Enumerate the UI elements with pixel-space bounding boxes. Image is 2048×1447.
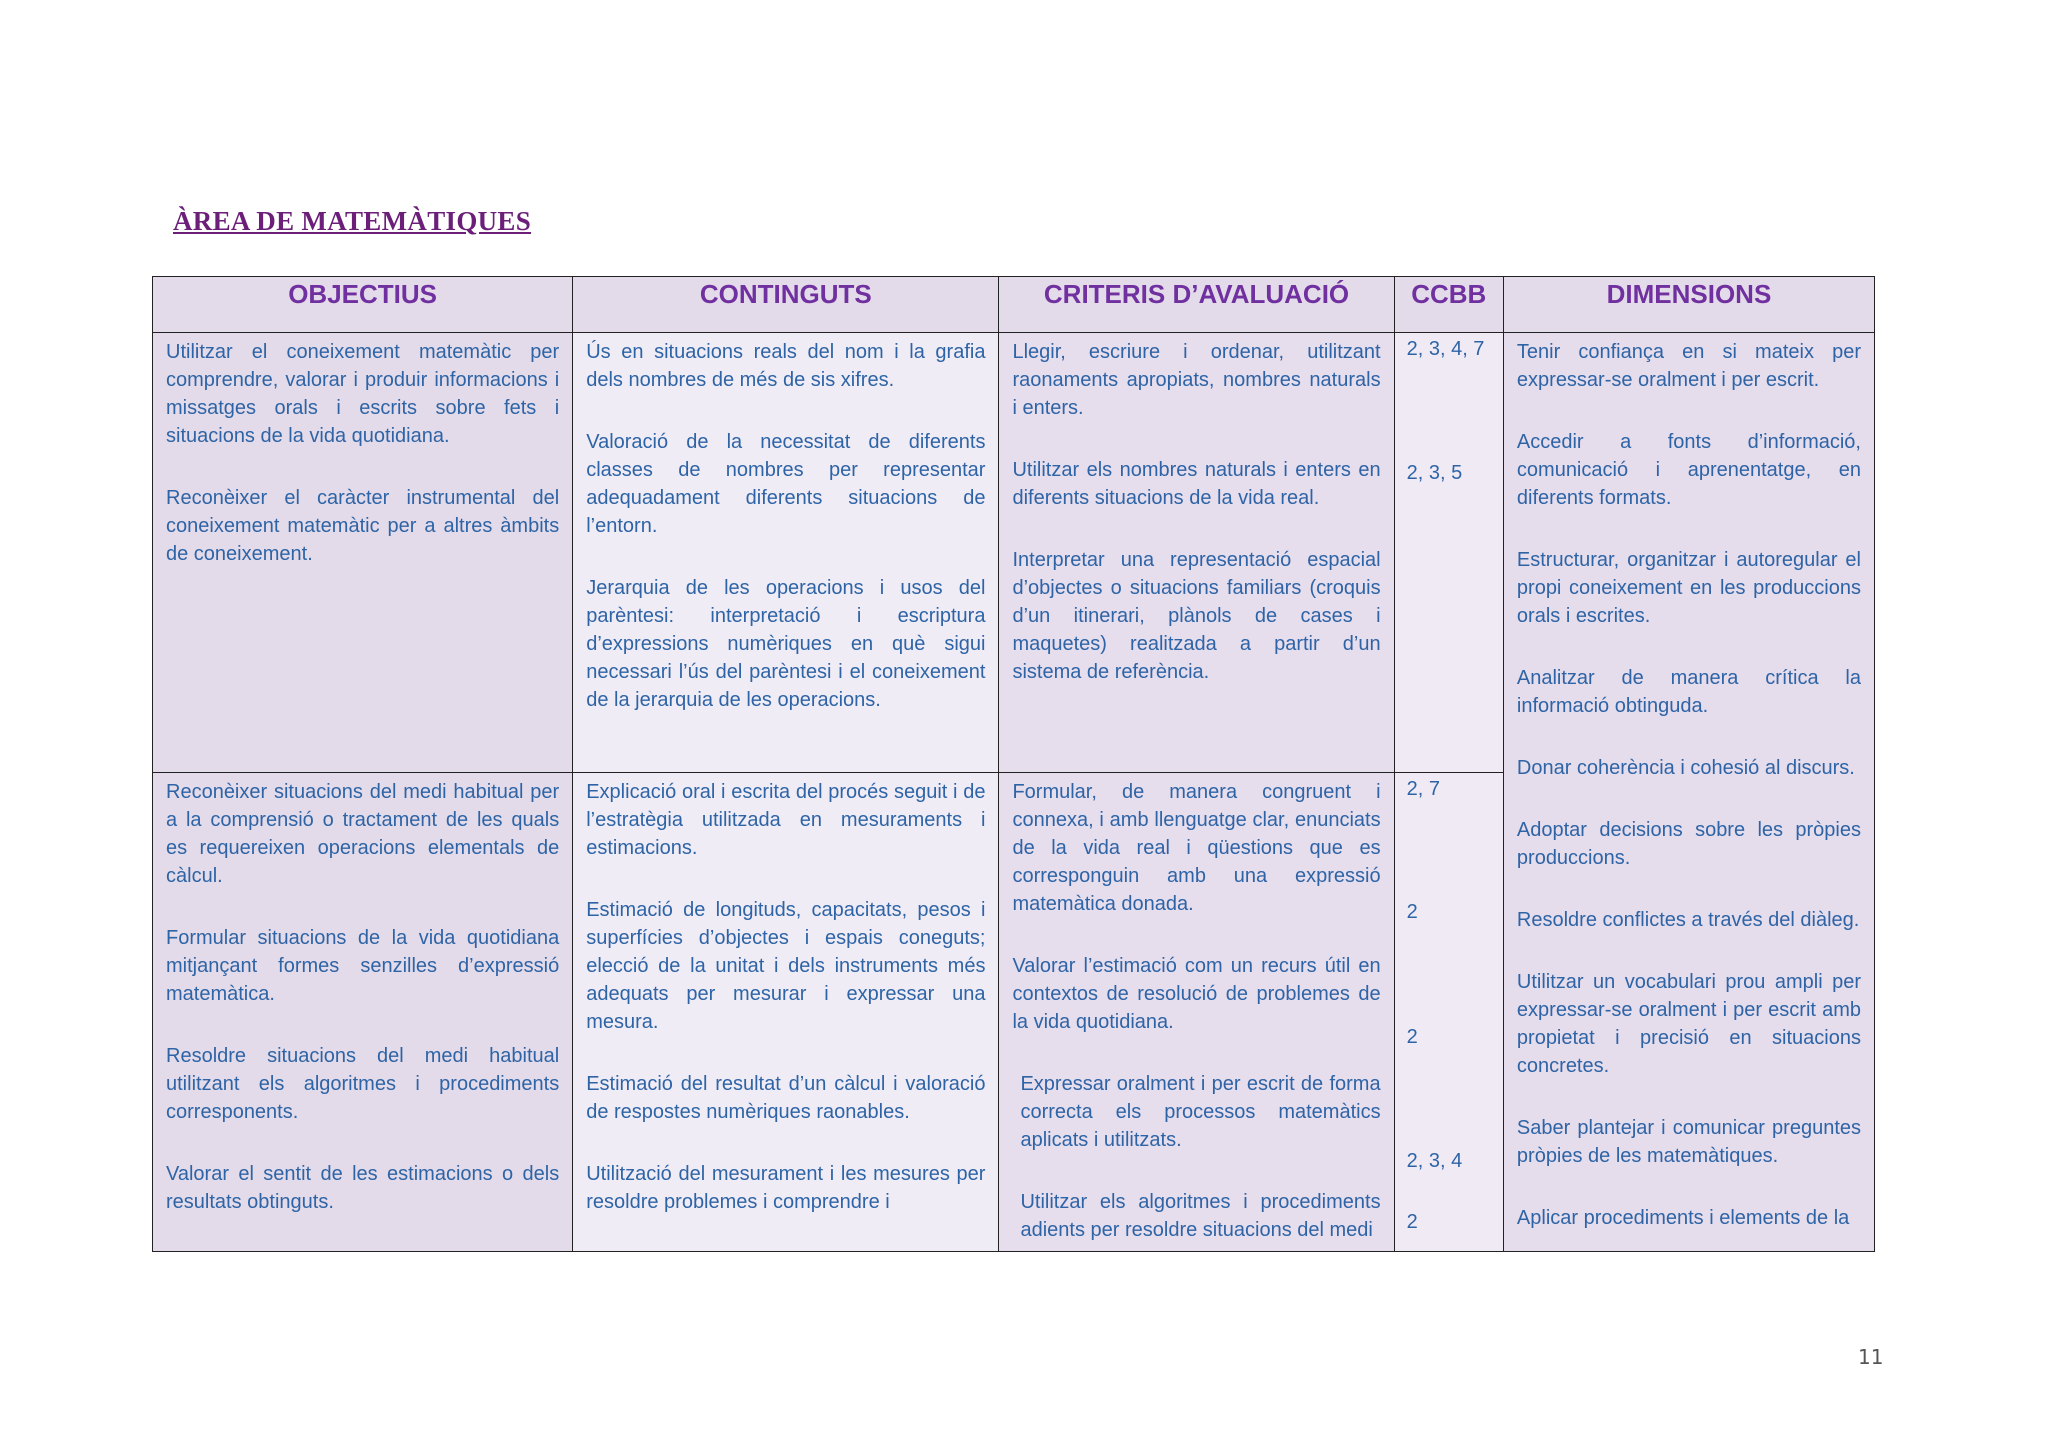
- criteri-text: Formular, de manera congruent i connexa, i amb llenguatge clar, enunciats de la vida real i qüestions que es corresponguin amb una expressió matemàtica donada.: [1012, 781, 1381, 915]
- ccbb-value: 2, 7: [1406, 778, 1440, 800]
- page-number: 11: [1858, 1345, 1884, 1369]
- ccbb-value: 2: [1406, 901, 1418, 923]
- contingut-text: Ús en situacions reals del nom i la grafia dels nombres de més de sis xifres.: [586, 341, 986, 391]
- criteri-text: Expressar oralment i per escrit de forma correcta els processos matemàtics aplicats i utilitzats.: [1020, 1073, 1381, 1151]
- dimension-text: Estructurar, organitzar i autoregular el propi coneixement en les produccions orals i escrites.: [1516, 549, 1861, 627]
- contingut-text: Utilització del mesurament i les mesures per resoldre problemes i comprendre i: [586, 1163, 986, 1213]
- criteri-text: Utilitzar els nombres naturals i enters en diferents situacions de la vida real.: [1012, 459, 1381, 509]
- objectiu-text: Formular situacions de la vida quotidiana mitjançant formes senzilles d’expressió matemàtica.: [166, 927, 560, 1005]
- ccbb-value: 2, 3, 4: [1406, 1150, 1463, 1172]
- criteri-text: Llegir, escriure i ordenar, utilitzant raonaments apropiats, nombres naturals i enters.: [1012, 341, 1381, 419]
- dimension-text: Tenir confiança en si mateix per expressar-se oralment i per escrit.: [1516, 341, 1861, 391]
- criteri-text: Interpretar una representació espacial d’objectes o situacions familiars (croquis d’un itinerari, plànols de cases i maquetes) realitzada a partir d’un sistema de referència.: [1012, 549, 1381, 683]
- continguts-cell: [573, 333, 999, 773]
- criteri-text: Utilitzar els algoritmes i procediments adients per resoldre situacions del medi: [1020, 1191, 1381, 1240]
- dimension-text: Donar coherència i cohesió al discurs.: [1516, 757, 1855, 779]
- ccbb-value: 2, 3, 5: [1406, 462, 1463, 484]
- objectiu-text: Reconèixer el caràcter instrumental del coneixement matemàtic per a altres àmbits de coneixement.: [166, 487, 560, 565]
- criteris-cell: [999, 333, 1394, 773]
- contingut-text: Jerarquia de les operacions i usos del parèntesi: interpretació i escriptura d’expressions numèriques en què sigui necessari l’ús del parèntesi i el coneixement de la jerarquia de les operacions.: [586, 577, 986, 711]
- curriculum-table: [152, 276, 1875, 1252]
- dimension-text: Aplicar procediments i elements de la: [1516, 1207, 1850, 1229]
- objectiu-text: Reconèixer situacions del medi habitual per a la comprensió o tractament de les quals es requereixen operacions elementals de càlcul.: [166, 781, 560, 887]
- ccbb-value: 2: [1406, 1026, 1418, 1048]
- header-criteris: CRITERIS D’AVALUACIÓ: [999, 277, 1394, 333]
- dimension-text: Adoptar decisions sobre les pròpies produccions.: [1516, 819, 1861, 869]
- dimensions-cell: [1503, 333, 1874, 1252]
- objectius-cell: [153, 333, 573, 773]
- continguts-cell: [573, 773, 999, 1252]
- objectiu-text: Utilitzar el coneixement matemàtic per comprendre, valorar i produir informacions i missatges orals i escrits sobre fets i situacions de la vida quotidiana.: [166, 341, 560, 447]
- dimension-text: Resoldre conflictes a través del diàleg.: [1516, 909, 1860, 931]
- dimension-text: Accedir a fonts d’informació, comunicació i aprenentatge, en diferents formats.: [1516, 431, 1861, 509]
- contingut-text: Estimació del resultat d’un càlcul i valoració de respostes numèriques raonables.: [586, 1073, 986, 1123]
- contingut-text: Explicació oral i escrita del procés seguit i de l’estratègia utilitzada en mesuraments i estimacions.: [586, 781, 986, 859]
- contingut-text: Valoració de la necessitat de diferents classes de nombres per representar adequadament diferents situacions de l’entorn.: [586, 431, 986, 537]
- header-dimensions: DIMENSIONS: [1503, 277, 1874, 333]
- contingut-text: Estimació de longituds, capacitats, pesos i superfícies d’objectes i espais coneguts; elecció de la unitat i dels instruments més adequats per mesurar i expressar una mesura.: [586, 899, 986, 1033]
- ccbb-cell: [1394, 333, 1503, 773]
- table-row: [153, 333, 1875, 773]
- objectius-cell: [153, 773, 573, 1252]
- dimension-text: Analitzar de manera crítica la informació obtinguda.: [1516, 667, 1861, 717]
- ccbb-value: 2, 3, 4, 7: [1406, 338, 1485, 360]
- page-title: ÀREA DE MATEMÀTIQUES: [173, 206, 532, 236]
- table-header-row: [153, 277, 1875, 333]
- header-objectius: OBJECTIUS: [153, 277, 573, 333]
- criteri-text: Valorar l’estimació com un recurs útil en contextos de resolució de problemes de la vida quotidiana.: [1012, 955, 1381, 1033]
- dimension-text: Saber plantejar i comunicar preguntes pròpies de les matemàtiques.: [1516, 1117, 1861, 1167]
- header-continguts: CONTINGUTS: [573, 277, 999, 333]
- objectiu-text: Valorar el sentit de les estimacions o dels resultats obtinguts.: [166, 1163, 560, 1213]
- criteris-cell: [999, 773, 1394, 1252]
- ccbb-cell: [1394, 773, 1503, 1252]
- ccbb-value: 2: [1406, 1211, 1418, 1233]
- dimension-text: Utilitzar un vocabulari prou ampli per expressar-se oralment i per escrit amb propietat i precisió en situacions concretes.: [1516, 971, 1861, 1077]
- header-ccbb: CCBB: [1394, 277, 1503, 333]
- objectiu-text: Resoldre situacions del medi habitual utilitzant els algoritmes i procediments corresponents.: [166, 1045, 560, 1123]
